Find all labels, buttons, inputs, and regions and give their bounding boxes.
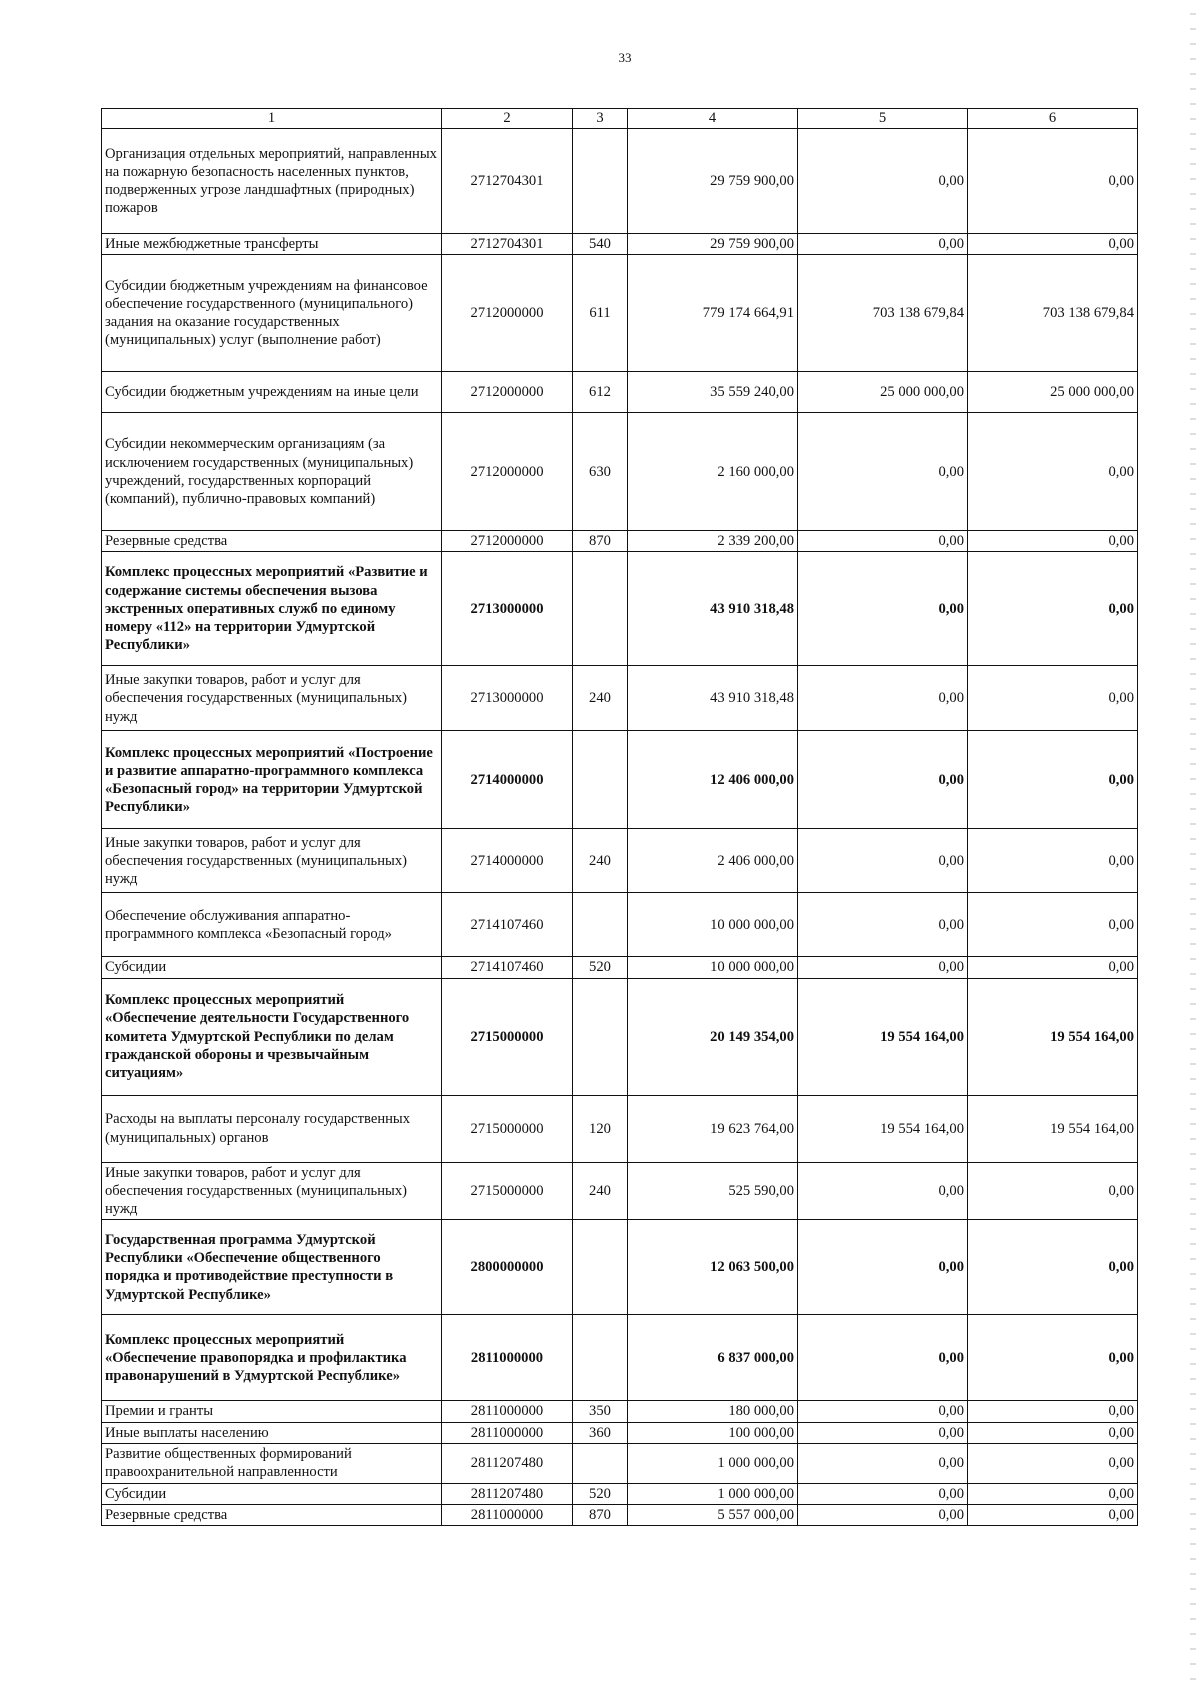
row-code-cell: 2811000000 <box>442 1401 573 1422</box>
row-value-5-cell: 0,00 <box>798 1483 968 1504</box>
row-value-4-cell: 12 406 000,00 <box>628 731 798 829</box>
table-row <box>102 666 1138 731</box>
row-type-cell: 612 <box>573 372 628 413</box>
table-row <box>102 1401 1138 1422</box>
table-row <box>102 1220 1138 1315</box>
row-code-cell: 2800000000 <box>442 1220 573 1315</box>
table-row <box>102 1422 1138 1443</box>
table-row <box>102 957 1138 978</box>
row-type-cell: 350 <box>573 1401 628 1422</box>
row-value-4-cell: 10 000 000,00 <box>628 957 798 978</box>
row-name-cell: Иные межбюджетные трансферты <box>102 234 442 255</box>
header-col-5: 5 <box>798 109 968 129</box>
row-code-cell: 2811000000 <box>442 1315 573 1401</box>
table-row <box>102 893 1138 957</box>
row-code-cell: 2712000000 <box>442 413 573 531</box>
row-code-cell: 2811207480 <box>442 1443 573 1483</box>
row-value-6-cell: 0,00 <box>968 234 1138 255</box>
budget-table <box>101 108 1138 1526</box>
row-type-cell: 520 <box>573 957 628 978</box>
row-value-6-cell: 703 138 679,84 <box>968 255 1138 372</box>
row-value-6-cell: 19 554 164,00 <box>968 978 1138 1095</box>
header-col-6: 6 <box>968 109 1138 129</box>
row-code-cell: 2811000000 <box>442 1422 573 1443</box>
header-col-2: 2 <box>442 109 573 129</box>
row-value-5-cell: 0,00 <box>798 666 968 731</box>
row-code-cell: 2712704301 <box>442 129 573 234</box>
row-type-cell <box>573 129 628 234</box>
table-row <box>102 731 1138 829</box>
table-row <box>102 531 1138 552</box>
row-name-cell: Субсидии бюджетным учреждениям на иные цели <box>102 372 442 413</box>
row-name-cell: Расходы на выплаты персоналу государственных (муниципальных) органов <box>102 1095 442 1162</box>
row-value-4-cell: 525 590,00 <box>628 1162 798 1220</box>
row-name-cell: Иные закупки товаров, работ и услуг для обеспечения государственных (муниципальных) нужд <box>102 829 442 893</box>
row-name-cell: Субсидии <box>102 957 442 978</box>
row-type-cell: 630 <box>573 413 628 531</box>
row-value-5-cell: 703 138 679,84 <box>798 255 968 372</box>
row-name-cell: Субсидии некоммерческим организациям (за исключением государственных (муниципальных) учреждений, государственных корпораций (компаний), публично-правовых компаний) <box>102 413 442 531</box>
row-type-cell: 520 <box>573 1483 628 1504</box>
row-value-5-cell: 0,00 <box>798 731 968 829</box>
table-row <box>102 1443 1138 1483</box>
row-value-4-cell: 2 160 000,00 <box>628 413 798 531</box>
row-type-cell: 870 <box>573 531 628 552</box>
row-code-cell: 2712000000 <box>442 372 573 413</box>
header-col-1: 1 <box>102 109 442 129</box>
row-value-6-cell: 0,00 <box>968 829 1138 893</box>
row-code-cell: 2715000000 <box>442 1162 573 1220</box>
row-value-6-cell: 0,00 <box>968 666 1138 731</box>
row-value-5-cell: 0,00 <box>798 413 968 531</box>
row-code-cell: 2713000000 <box>442 666 573 731</box>
row-code-cell: 2811207480 <box>442 1483 573 1504</box>
row-name-cell: Государственная программа Удмуртской Республики «Обеспечение общественного порядка и противодействие преступности в Удмуртской Республике» <box>102 1220 442 1315</box>
row-type-cell: 611 <box>573 255 628 372</box>
row-code-cell: 2714107460 <box>442 893 573 957</box>
row-name-cell: Премии и гранты <box>102 1401 442 1422</box>
scan-edge-marks <box>1190 0 1196 1686</box>
row-name-cell: Организация отдельных мероприятий, направленных на пожарную безопасность населенных пунктов, подверженных угрозе ландшафтных (природных) пожаров <box>102 129 442 234</box>
row-value-4-cell: 2 339 200,00 <box>628 531 798 552</box>
row-value-5-cell: 25 000 000,00 <box>798 372 968 413</box>
row-value-4-cell: 100 000,00 <box>628 1422 798 1443</box>
table-row <box>102 129 1138 234</box>
row-name-cell: Субсидии бюджетным учреждениям на финансовое обеспечение государственного (муниципального) задания на оказание государственных (муниципальных) услуг (выполнение работ) <box>102 255 442 372</box>
row-value-4-cell: 6 837 000,00 <box>628 1315 798 1401</box>
row-code-cell: 2715000000 <box>442 978 573 1095</box>
page-number: 33 <box>618 50 632 65</box>
row-code-cell: 2712000000 <box>442 255 573 372</box>
table-row <box>102 372 1138 413</box>
row-value-4-cell: 43 910 318,48 <box>628 666 798 731</box>
row-value-6-cell: 0,00 <box>968 1443 1138 1483</box>
row-value-4-cell: 29 759 900,00 <box>628 234 798 255</box>
row-value-6-cell: 0,00 <box>968 893 1138 957</box>
row-value-5-cell: 0,00 <box>798 957 968 978</box>
row-name-cell: Комплекс процессных мероприятий «Обеспечение деятельности Государственного комитета Удмуртской Республики по делам гражданской обороны и чрезвычайным ситуациям» <box>102 978 442 1095</box>
row-code-cell: 2712000000 <box>442 531 573 552</box>
row-value-5-cell: 0,00 <box>798 1315 968 1401</box>
row-type-cell <box>573 552 628 666</box>
row-value-6-cell: 0,00 <box>968 531 1138 552</box>
row-name-cell: Резервные средства <box>102 531 442 552</box>
row-value-6-cell: 0,00 <box>968 1315 1138 1401</box>
row-value-6-cell: 0,00 <box>968 413 1138 531</box>
row-type-cell: 240 <box>573 1162 628 1220</box>
row-value-6-cell: 25 000 000,00 <box>968 372 1138 413</box>
row-type-cell <box>573 893 628 957</box>
row-name-cell: Иные закупки товаров, работ и услуг для обеспечения государственных (муниципальных) нужд <box>102 1162 442 1220</box>
table-row <box>102 978 1138 1095</box>
row-value-5-cell: 0,00 <box>798 129 968 234</box>
row-value-6-cell: 0,00 <box>968 1162 1138 1220</box>
row-name-cell: Обеспечение обслуживания аппаратно-программного комплекса «Безопасный город» <box>102 893 442 957</box>
row-code-cell: 2715000000 <box>442 1095 573 1162</box>
row-value-4-cell: 29 759 900,00 <box>628 129 798 234</box>
row-type-cell: 240 <box>573 829 628 893</box>
row-value-4-cell: 5 557 000,00 <box>628 1505 798 1526</box>
row-value-4-cell: 1 000 000,00 <box>628 1483 798 1504</box>
row-value-5-cell: 0,00 <box>798 531 968 552</box>
table-row <box>102 413 1138 531</box>
row-value-6-cell: 0,00 <box>968 1401 1138 1422</box>
row-value-6-cell: 0,00 <box>968 1422 1138 1443</box>
row-name-cell: Иные выплаты населению <box>102 1422 442 1443</box>
row-value-6-cell: 0,00 <box>968 957 1138 978</box>
row-code-cell: 2811000000 <box>442 1505 573 1526</box>
row-code-cell: 2714000000 <box>442 731 573 829</box>
row-code-cell: 2712704301 <box>442 234 573 255</box>
row-value-4-cell: 1 000 000,00 <box>628 1443 798 1483</box>
row-value-4-cell: 20 149 354,00 <box>628 978 798 1095</box>
table-row <box>102 1505 1138 1526</box>
row-value-5-cell: 0,00 <box>798 1162 968 1220</box>
row-type-cell <box>573 978 628 1095</box>
table-row <box>102 255 1138 372</box>
row-value-6-cell: 0,00 <box>968 1220 1138 1315</box>
row-name-cell: Развитие общественных формирований правоохранительной направленности <box>102 1443 442 1483</box>
row-value-4-cell: 180 000,00 <box>628 1401 798 1422</box>
row-value-5-cell: 0,00 <box>798 1220 968 1315</box>
header-col-4: 4 <box>628 109 798 129</box>
table-row <box>102 829 1138 893</box>
row-value-5-cell: 19 554 164,00 <box>798 978 968 1095</box>
row-value-4-cell: 2 406 000,00 <box>628 829 798 893</box>
row-type-cell <box>573 1315 628 1401</box>
row-value-6-cell: 0,00 <box>968 552 1138 666</box>
row-value-6-cell: 0,00 <box>968 731 1138 829</box>
row-value-4-cell: 35 559 240,00 <box>628 372 798 413</box>
header-col-3: 3 <box>573 109 628 129</box>
table-row <box>102 234 1138 255</box>
row-value-5-cell: 0,00 <box>798 1505 968 1526</box>
row-type-cell <box>573 1220 628 1315</box>
row-value-4-cell: 12 063 500,00 <box>628 1220 798 1315</box>
row-value-5-cell: 19 554 164,00 <box>798 1095 968 1162</box>
row-value-6-cell: 0,00 <box>968 1483 1138 1504</box>
row-value-5-cell: 0,00 <box>798 1401 968 1422</box>
row-type-cell: 120 <box>573 1095 628 1162</box>
row-type-cell: 240 <box>573 666 628 731</box>
row-name-cell: Комплекс процессных мероприятий «Построение и развитие аппаратно-программного комплекса «Безопасный город» на территории Удмуртской Республики» <box>102 731 442 829</box>
row-value-5-cell: 0,00 <box>798 893 968 957</box>
row-code-cell: 2714000000 <box>442 829 573 893</box>
table-row <box>102 1483 1138 1504</box>
row-name-cell: Комплекс процессных мероприятий «Развитие и содержание системы обеспечения вызова экстренных оперативных служб по единому номеру «112» на территории Удмуртской Республики» <box>102 552 442 666</box>
row-code-cell: 2713000000 <box>442 552 573 666</box>
row-type-cell <box>573 731 628 829</box>
row-type-cell <box>573 1443 628 1483</box>
table-row <box>102 1162 1138 1220</box>
row-value-5-cell: 0,00 <box>798 1443 968 1483</box>
row-value-6-cell: 0,00 <box>968 129 1138 234</box>
row-name-cell: Субсидии <box>102 1483 442 1504</box>
row-value-4-cell: 10 000 000,00 <box>628 893 798 957</box>
table-row <box>102 552 1138 666</box>
row-value-6-cell: 0,00 <box>968 1505 1138 1526</box>
row-value-4-cell: 43 910 318,48 <box>628 552 798 666</box>
row-value-5-cell: 0,00 <box>798 234 968 255</box>
row-value-4-cell: 19 623 764,00 <box>628 1095 798 1162</box>
row-type-cell: 540 <box>573 234 628 255</box>
row-code-cell: 2714107460 <box>442 957 573 978</box>
row-type-cell: 870 <box>573 1505 628 1526</box>
row-name-cell: Комплекс процессных мероприятий «Обеспечение правопорядка и профилактика правонарушений в Удмуртской Республике» <box>102 1315 442 1401</box>
row-value-4-cell: 779 174 664,91 <box>628 255 798 372</box>
row-name-cell: Резервные средства <box>102 1505 442 1526</box>
row-name-cell: Иные закупки товаров, работ и услуг для обеспечения государственных (муниципальных) нужд <box>102 666 442 731</box>
row-value-5-cell: 0,00 <box>798 829 968 893</box>
table-row <box>102 1315 1138 1401</box>
row-type-cell: 360 <box>573 1422 628 1443</box>
row-value-5-cell: 0,00 <box>798 552 968 666</box>
table-row <box>102 1095 1138 1162</box>
row-value-5-cell: 0,00 <box>798 1422 968 1443</box>
header-row <box>102 109 1138 129</box>
row-value-6-cell: 19 554 164,00 <box>968 1095 1138 1162</box>
